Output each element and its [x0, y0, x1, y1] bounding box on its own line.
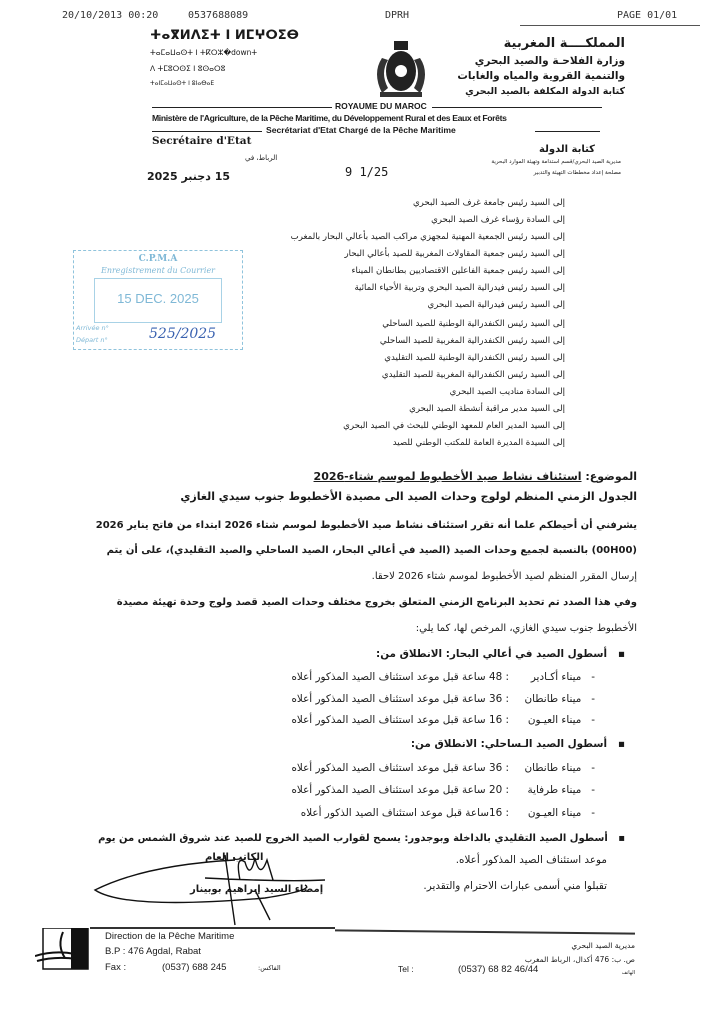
ar-ministry-2: والتنمية القروية والمياه والغابات	[457, 70, 625, 82]
stamp-title: Enregistrement du Courrier	[100, 266, 215, 275]
rule	[152, 107, 332, 108]
stamp-arrivee: Arrivée n°	[76, 324, 109, 332]
port-label: ميناء طانطان	[524, 693, 582, 705]
body-line: وفي هذا الصدد تم تحديد البرنامج الزمني المتعلق بخروج مختلف وحدات الصيد قصد ولوج وحدة تهيئة مصيدة	[116, 597, 637, 608]
closing-line: تقبلوا مني أسمى عبارات الاحترام والتقدير.	[423, 880, 607, 892]
footer-ar-fax-label: الفاكس:	[258, 964, 281, 972]
secretariat-label: Secrétariat d'Etat Chargé de la Pêche Maritime	[266, 125, 456, 135]
recipient: إلى السيد رئيس فيدرالية الصيد البحري وتربية الأحياء المائية	[354, 283, 565, 293]
subject-label: الموضوع:	[585, 470, 637, 483]
fax-datetime: 20/10/2013 00:20	[62, 10, 159, 21]
recipient: إلى السيد رئيس جامعة غرف الصيد البحري	[412, 198, 565, 208]
port-time: : 20 ساعة قبل موعد استئناف الصيد المذكور أعلاه	[291, 784, 509, 796]
port-label: ميناء العيـون	[527, 807, 582, 819]
ar-directorate: مديرية الصيد البحري/قسم استدامة وتهيئة الموارد البحرية	[491, 159, 621, 165]
handwritten-signature-icon	[85, 850, 325, 930]
kingdom-label: ROYAUME DU MAROC	[335, 101, 427, 111]
recipient: إلى السيد المدير العام للمعهد الوطني للبحث في الصيد البحري	[343, 421, 565, 431]
fax-number: 0537688089	[188, 10, 249, 21]
footer-fr-address: B.P : 476 Agdal, Rabat	[105, 946, 201, 957]
reference-number: 9 1/25	[345, 165, 389, 179]
ar-service: مصلحة إعداد مخططات التهيئة والتدبير	[533, 170, 621, 176]
recipient: إلى السيد رئيس فيدرالية الصيد البحري	[427, 300, 565, 310]
tifinagh-line-2: ⵜⴰⵎⴰⵡⴰⵙⵜ ⵏ ⵜⴽⵔⵣ�downⵜ	[150, 48, 258, 57]
stamp-handwritten-number: 525/2025	[149, 326, 217, 342]
ar-ministry-1: وزارة الفلاحـة والصيد البحري	[474, 55, 625, 67]
fax-sender: DPRH	[385, 10, 410, 21]
recipient: إلى السيد رئيس الكنفدرالية المغربية للصيد الساحلي	[379, 336, 565, 346]
place-label: الرباط، في	[245, 154, 278, 162]
recipient: إلى السيد رئيس الكنفدرالية المغربية للصيد التقليدي	[381, 370, 565, 380]
port-name: - ميناء العيـون	[527, 807, 595, 819]
signatory-name: إمضاء السيد إبراهيم بوبينار	[190, 884, 324, 895]
signatory-title: الكاتب العام	[205, 852, 264, 863]
footer-fr-name: Direction de la Pêche Maritime	[105, 931, 235, 942]
tifinagh-line-3: ⴷ ⵜⵎⵓⵔⵙⵉ ⵏ ⵓⵙⴰⵔⵓ	[150, 64, 226, 73]
port-time: : 16 ساعة قبل موعد استئناف الصيد المذكور أعلاه	[291, 714, 509, 726]
footer-fax: (0537) 688 245	[162, 962, 227, 973]
footer-ar-tel-label: الهاتف	[621, 970, 635, 976]
recipient: إلى السيد رئيس جمعية المقاولات المغربية للصيد بأعالي البحار	[344, 249, 565, 259]
subject-text: استئناف نشاط صيد الأخطبوط لموسم شتاء-2026	[313, 470, 582, 483]
royal-emblem-icon	[368, 38, 434, 100]
footer-fax-label: Fax :	[105, 962, 127, 973]
recipient: إلى السيدة المديرة العامة للمكتب الوطني للصيد	[392, 438, 565, 448]
port-label: ميناء طانطان	[524, 762, 582, 774]
port-label: ميناء أكـادير	[530, 671, 582, 683]
fleet-continuation: موعد استئناف الصيد المذكور أعلاه.	[455, 854, 607, 866]
fishery-logo-icon	[35, 928, 90, 970]
recipient: إلى السيد مدير مراقبة أنشطة الصيد البحري	[409, 404, 565, 414]
port-time: : 16ساعة قبل موعد استئناف الصيد الذكور أعلاه	[300, 807, 509, 819]
stamp-depart: Départ n°	[76, 336, 108, 344]
registration-stamp	[73, 250, 243, 350]
footer-ar-address: ص. ب: 476 أكدال، الرباط المغرب	[524, 955, 635, 964]
fleet-title-text: أسطول الصيد في أعالي البحار: الانطلاق من:	[376, 648, 608, 660]
recipient: إلى السيد رئيس جمعية الفاعلين الاقتصاديين بطانطان الميناء	[351, 266, 565, 276]
recipient: إلى السيد رئيس الكنفدرالية الوطنية للصيد التقليدي	[384, 353, 565, 363]
ar-kingdom: المملكــــة المغربية	[503, 36, 625, 51]
footer-rule	[335, 929, 635, 934]
secretary-label: Secrétaire d'Etat	[152, 135, 252, 147]
ministry-label: Ministère de l'Agriculture, de la Pêche Maritime, du Développement Rural et des Eaux et Forêts	[152, 113, 507, 123]
port-name: - ميناء أكـادير	[530, 671, 595, 683]
tifinagh-line-1: ⵜⴰⴳⵍⴷⵉⵜ ⵏ ⵍⵎⵖⵔⵉⴱ	[150, 28, 299, 43]
fleet-title: ▪ أسطول الصيد الـساحلي: الانطلاق من:	[410, 738, 625, 750]
port-time: : 36 ساعة قبل موعد استئناف الصيد المذكور أعلاه	[291, 762, 509, 774]
port-name: - ميناء طانطان	[524, 762, 595, 774]
body-line: يشرفني أن أحيطكم علما أنه تقرر استئناف نشاط صيد الأخطبوط لموسم شتاء 2026 ابتداء من فاتح يناير 2026	[95, 520, 637, 531]
fax-page: PAGE 01/01	[617, 10, 678, 21]
port-time: : 48 ساعة قبل موعد استئناف الصيد المذكور أعلاه	[291, 671, 509, 683]
port-name: - ميناء العيـون	[527, 714, 595, 726]
recipient: إلى السادة رؤساء غرف الصيد البحري	[431, 215, 565, 225]
fleet-title-text: أسطول الصيد التقليدي بالداخلة وبوجدور: يسمح لقوارب الصيد الخروج للصيد عند شروق الشمس من يوم	[98, 833, 608, 844]
stamp-date: 15 DEC. 2025	[117, 291, 199, 306]
fleet-title: ▪ أسطول الصيد في أعالي البحار: الانطلاق من:	[376, 648, 625, 660]
fleet-title: ▪ أسطول الصيد التقليدي بالداخلة وبوجدور: يسمح لقوارب الصيد الخروج للصيد عند شروق الشمس من يوم	[98, 833, 625, 844]
recipient: إلى السادة مناديب الصيد البحري	[449, 387, 565, 397]
port-time: : 36 ساعة قبل موعد استئناف الصيد المذكور أعلاه	[291, 693, 509, 705]
subject-line	[314, 470, 637, 483]
recipient: إلى السيد رئيس الكنفدرالية الوطنية للصيد الساحلي	[382, 319, 565, 329]
footer-rule	[90, 927, 335, 929]
port-name: - ميناء طرفاية	[527, 784, 595, 796]
port-label: ميناء طرفاية	[527, 784, 582, 796]
port-name: - ميناء طانطان	[524, 693, 595, 705]
footer-ar-name: مديرية الصيد البحري	[571, 941, 635, 950]
fax-rule	[520, 25, 700, 26]
body-line: الأخطبوط جنوب سيدي الغازي، المرخص لها، كما يلي:	[415, 623, 637, 634]
subject-subtitle: الجدول الزمني المنظم لولوج وحدات الصيد الى مصيدة الأخطبوط جنوب سيدي الغازي	[180, 490, 637, 503]
port-label: ميناء العيـون	[527, 714, 582, 726]
footer-tel: (0537) 68 82 46/44	[458, 964, 539, 975]
tifinagh-line-4: ⵜⴰⵏⵎⴰⵡⴰⵙⵜ ⵏ ⵓⵏⴰⴱⴰⴹ	[150, 80, 215, 87]
footer-tel-label: Tel :	[398, 964, 414, 974]
ar-secretariat: كتابة الدولة المكلفة بالصيد البحري	[465, 86, 625, 97]
body-line: (00H00) بالنسبة لجميع وحدات الصيد (الصيد في أعالي البحار، الصيد الساحلي والصيد التقليدي)، على أن يتم	[106, 545, 637, 556]
body-line: إرسال المقرر المنظم لصيد الأخطبوط لموسم شتاء 2026 لاحقا.	[371, 571, 637, 582]
fleet-title-text: أسطول الصيد الـساحلي: الانطلاق من:	[410, 738, 608, 750]
stamp-org: C.P.M.A	[138, 254, 178, 264]
rule	[432, 107, 602, 108]
recipient: إلى السيد رئيس الجمعية المهنية لمجهزي مراكب الصيد بأعالي البحار بالمغرب	[290, 232, 565, 242]
rule	[152, 131, 262, 132]
letter-date: 15 دجنبر 2025	[147, 170, 230, 183]
rule	[535, 131, 600, 132]
ar-secretary: كتابة الدولة	[539, 144, 595, 155]
